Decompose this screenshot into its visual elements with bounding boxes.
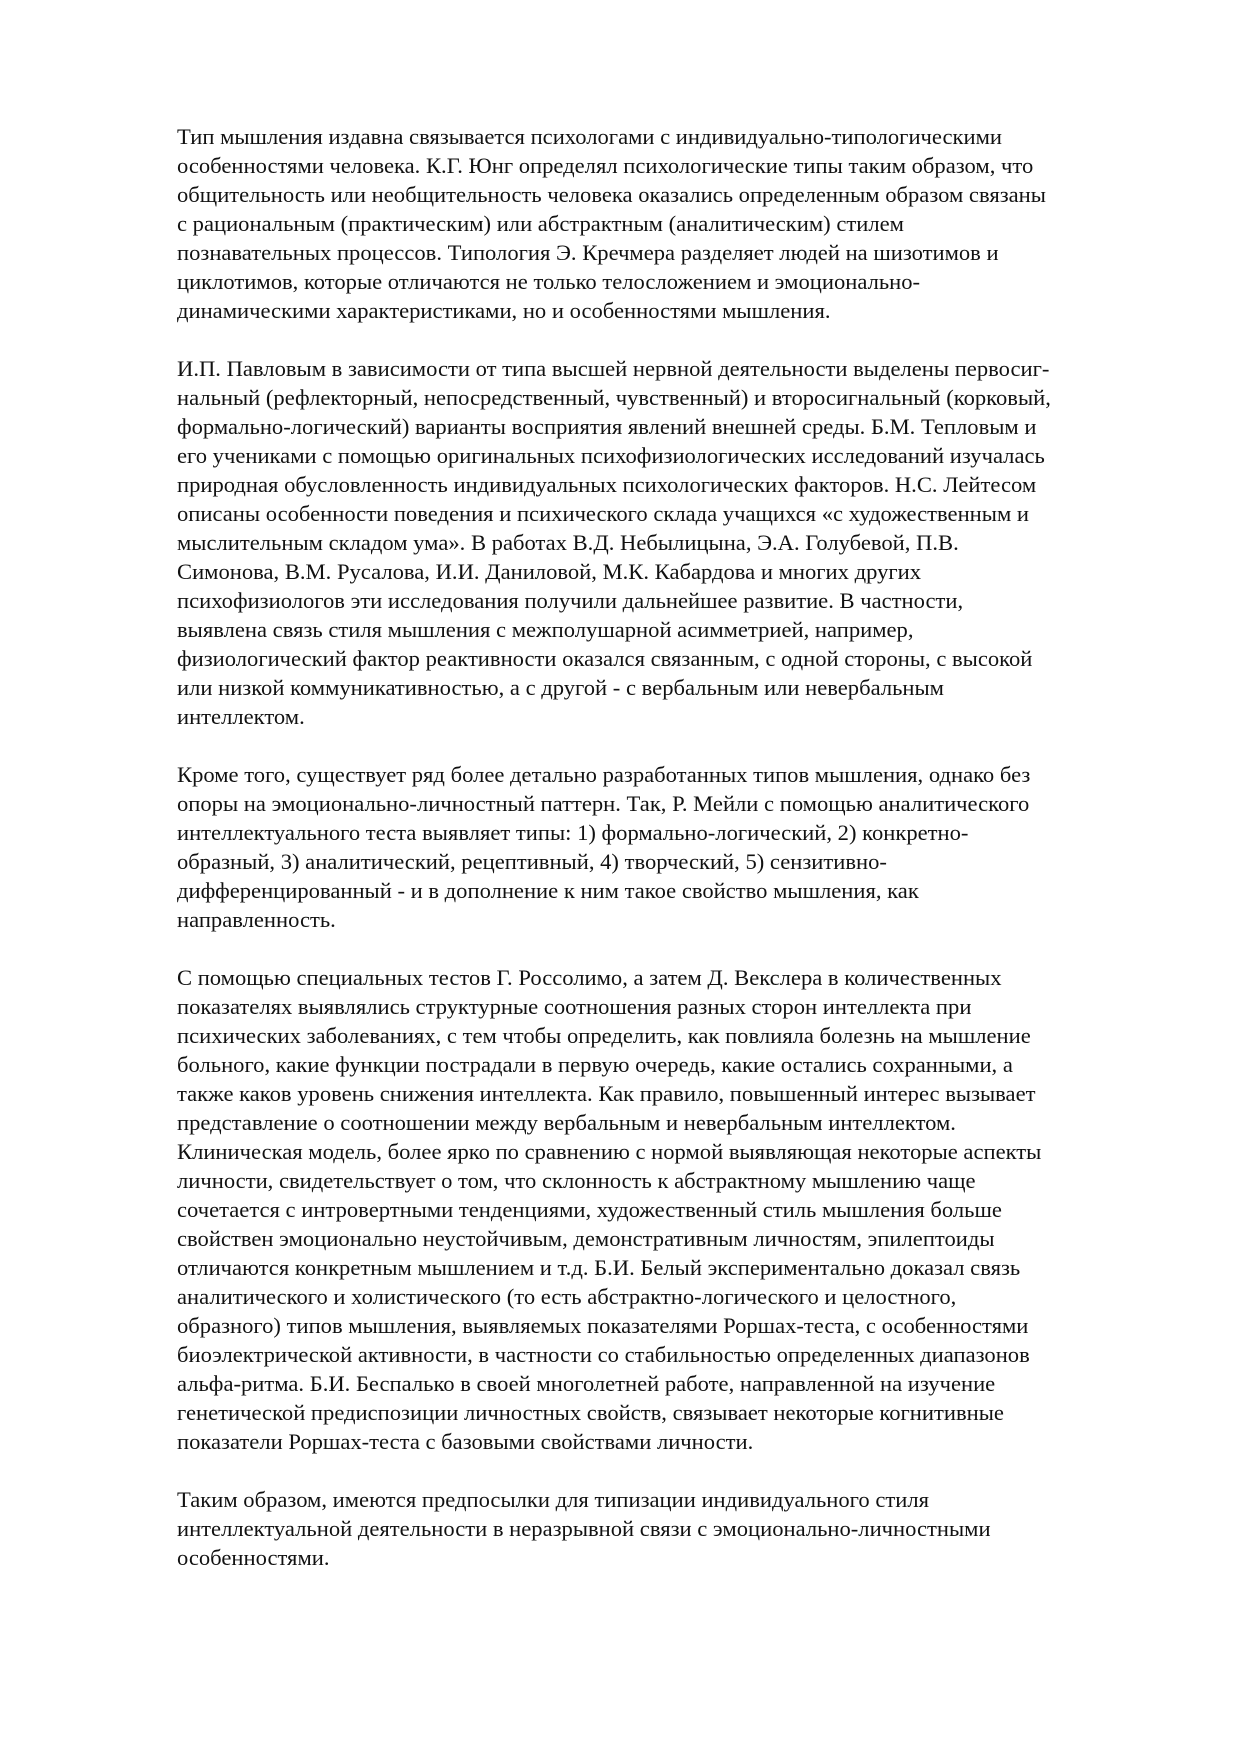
paragraph-2-line-13: интеллектом. xyxy=(177,704,305,729)
paragraph-2-line-12: или низкой коммуникативностью, а с другой - с вербальным или невербальным xyxy=(177,675,944,700)
document-body xyxy=(177,122,1167,1572)
paragraph-4-line-2: показателях выявлялись структурные соотношения разных сторон интеллекта при xyxy=(177,994,972,1019)
paragraph-3 xyxy=(177,760,1167,934)
paragraph-2-line-6: описаны особенности поведения и психического склада учащихся «с художественным и xyxy=(177,501,1029,526)
paragraph-1-line-6: циклотимов, которые отличаются не только телосложением и эмоционально- xyxy=(177,269,921,294)
paragraph-2-line-11: физиологический фактор реактивности оказался связанным, с одной стороны, с высокой xyxy=(177,646,1033,671)
paragraph-4-line-13: образного) типов мышления, выявляемых показателями Роршах-теста, с особенностями xyxy=(177,1313,1029,1338)
paragraph-2-line-5: природная обусловленность индивидуальных психологических факторов. Н.С. Лейтесом xyxy=(177,472,1037,497)
paragraph-1-line-2: особенностями человека. К.Г. Юнг определял психологические типы таким образом, что xyxy=(177,153,1034,178)
paragraph-3-line-4: образный, 3) аналитический, рецептивный, 4) творческий, 5) сензитивно- xyxy=(177,849,887,874)
paragraph-4-line-5: также каков уровень снижения интеллекта. Как правило, повышенный интерес вызывает xyxy=(177,1081,1036,1106)
paragraph-2-line-3: формально-логический) варианты восприятия явлений внешней среды. Б.М. Тепловым и xyxy=(177,414,1037,439)
paragraph-3-line-6: направленность. xyxy=(177,907,336,932)
paragraph-2-line-7: мыслительным складом ума». В работах В.Д. Небылицына, Э.А. Голубевой, П.В. xyxy=(177,530,959,555)
paragraph-4-line-10: свойствен эмоционально неустойчивым, демонстративным личностям, эпилептоиды xyxy=(177,1226,995,1251)
paragraph-1-line-5: познавательных процессов. Типология Э. Кречмера разделяет людей на шизотимов и xyxy=(177,240,999,265)
paragraph-3-line-2: опоры на эмоционально-личностный паттерн. Так, Р. Мейли с помощью аналитического xyxy=(177,791,1030,816)
paragraph-4-line-16: генетической предиспозиции личностных свойств, связывает некоторые когнитивные xyxy=(177,1400,1004,1425)
paragraph-3-line-3: интеллектуального теста выявляет типы: 1) формально-логический, 2) конкретно- xyxy=(177,820,969,845)
paragraph-4-line-17: показатели Роршах-теста с базовыми свойствами личности. xyxy=(177,1429,754,1454)
paragraph-2 xyxy=(177,354,1167,731)
paragraph-4-line-14: биоэлектрической активности, в частности со стабильностью определенных диапазонов xyxy=(177,1342,1030,1367)
paragraph-1-line-1: Тип мышления издавна связывается психологами с индивидуально-типологическими xyxy=(177,124,1002,149)
paragraph-1 xyxy=(177,122,1167,325)
paragraph-5-line-1: Таким образом, имеются предпосылки для типизации индивидуального стиля xyxy=(177,1487,929,1512)
paragraph-4 xyxy=(177,963,1167,1456)
paragraph-2-line-4: его учениками с помощью оригинальных психофизиологических исследований изучалась xyxy=(177,443,1045,468)
paragraph-5-line-2: интеллектуальной деятельности в неразрывной связи с эмоционально-личностными xyxy=(177,1516,991,1541)
paragraph-4-line-4: больного, какие функции пострадали в первую очередь, какие остались сохранными, а xyxy=(177,1052,1013,1077)
paragraph-2-line-2: нальный (рефлекторный, непосредственный, чувственный) и второсигнальный (корковый, xyxy=(177,385,1051,410)
paragraph-2-line-1: И.П. Павловым в зависимости от типа высшей нервной деятельности выделены первосиг- xyxy=(177,356,1050,381)
paragraph-2-line-10: выявлена связь стиля мышления с межполушарной асимметрией, например, xyxy=(177,617,914,642)
paragraph-1-line-7: динамическими характеристиками, но и особенностями мышления. xyxy=(177,298,831,323)
paragraph-4-line-11: отличаются конкретным мышлением и т.д. Б.И. Белый экспериментально доказал связь xyxy=(177,1255,1021,1280)
paragraph-5-line-3: особенностями. xyxy=(177,1545,330,1570)
paragraph-4-line-8: личности, свидетельствует о том, что склонность к абстрактному мышлению чаще xyxy=(177,1168,976,1193)
paragraph-2-line-8: Симонова, В.М. Русалова, И.И. Даниловой, М.К. Кабардова и многих других xyxy=(177,559,922,584)
paragraph-3-line-1: Кроме того, существует ряд более детально разработанных типов мышления, однако без xyxy=(177,762,1031,787)
paragraph-4-line-15: альфа-ритма. Б.И. Беспалько в своей многолетней работе, направленной на изучение xyxy=(177,1371,996,1396)
paragraph-4-line-7: Клиническая модель, более ярко по сравнению с нормой выявляющая некоторые аспекты xyxy=(177,1139,1042,1164)
paragraph-1-line-4: с рациональным (практическим) или абстрактным (аналитическим) стилем xyxy=(177,211,904,236)
paragraph-1-line-3: общительность или необщительность человека оказались определенным образом связаны xyxy=(177,182,1046,207)
paragraph-4-line-3: психических заболеваниях, с тем чтобы определить, как повлияла болезнь на мышление xyxy=(177,1023,1031,1048)
paragraph-4-line-9: сочетается с интровертными тенденциями, художественный стиль мышления больше xyxy=(177,1197,1002,1222)
paragraph-4-line-6: представление о соотношении между вербальным и невербальным интеллектом. xyxy=(177,1110,956,1135)
paragraph-5 xyxy=(177,1485,1167,1572)
paragraph-2-line-9: психофизиологов эти исследования получили дальнейшее развитие. В частности, xyxy=(177,588,964,613)
paragraph-4-line-1: С помощью специальных тестов Г. Россолимо, а затем Д. Векслера в количественных xyxy=(177,965,1002,990)
paragraph-3-line-5: дифференцированный - и в дополнение к ним такое свойство мышления, как xyxy=(177,878,919,903)
paragraph-4-line-12: аналитического и холистического (то есть абстрактно-логического и целостного, xyxy=(177,1284,957,1309)
